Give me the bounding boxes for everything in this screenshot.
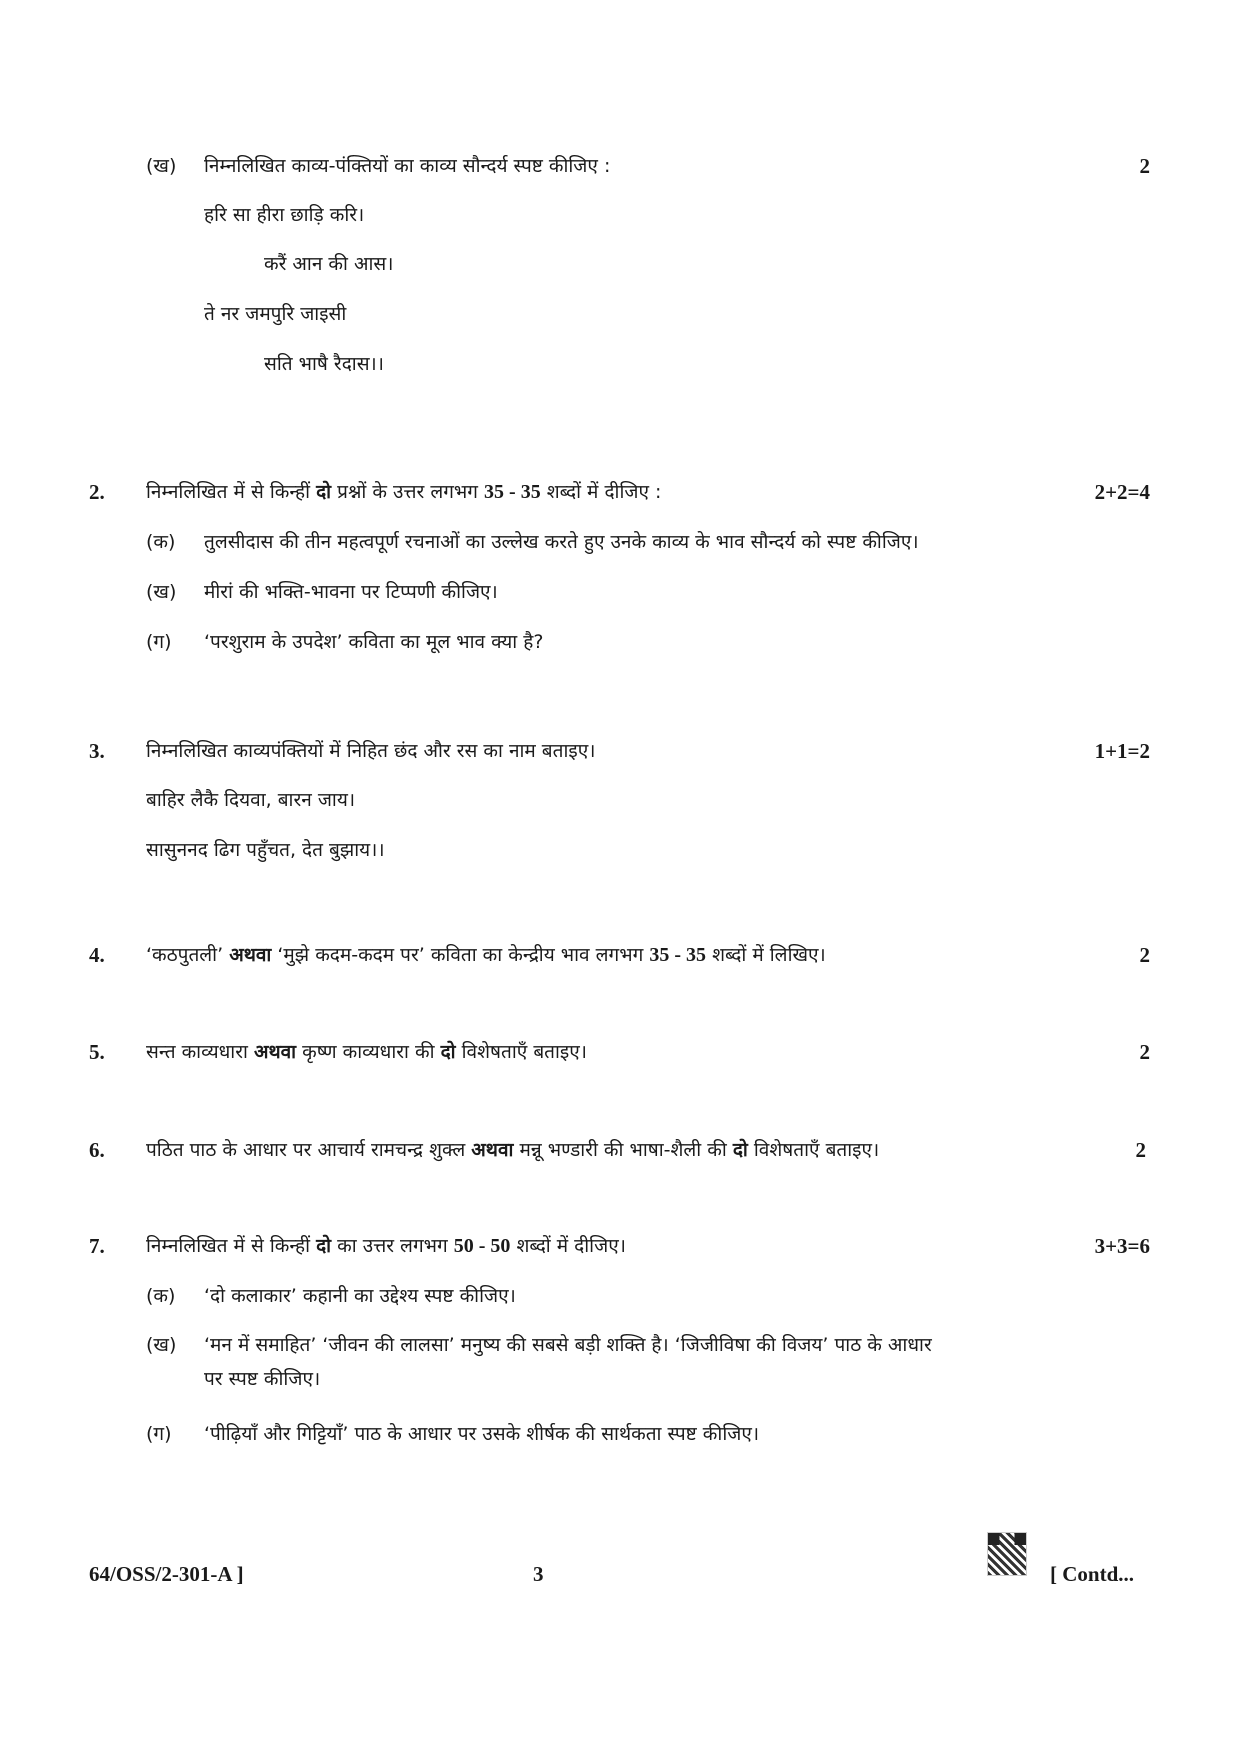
q7-sub-ga	[146, 1420, 759, 1448]
sub-label: (ख)	[146, 1334, 177, 1356]
question-text: ‘पीढ़ियाँ और गिट्टियाँ’ पाठ के आधार पर उसके शीर्षक की सार्थकता स्पष्ट कीजिए।	[204, 1423, 760, 1445]
text: निम्नलिखित में से किन्हीं	[146, 481, 311, 503]
q7-sub-kha-cont: पर स्पष्ट कीजिए।	[204, 1368, 321, 1390]
q4-marks: 2	[1139, 943, 1150, 967]
q5-marks: 2	[1139, 1040, 1150, 1064]
text: सन्त काव्यधारा	[146, 1041, 248, 1063]
q5-text	[146, 1038, 587, 1066]
q2-marks: 2+2=4	[1094, 480, 1150, 504]
q7-text	[146, 1232, 626, 1260]
emphasis: अथवा	[253, 1041, 297, 1063]
q7-sub-kha	[146, 1331, 932, 1359]
q7-sub-ka	[146, 1282, 516, 1310]
text: विशेषताएँ बताइए।	[461, 1041, 587, 1063]
text: पठित पाठ के आधार पर आचार्य रामचन्द्र शुक्ल	[146, 1139, 466, 1161]
sub-label: (ख)	[146, 155, 177, 177]
continued-label: [ Contd...	[1050, 1562, 1135, 1586]
q2-text	[146, 478, 661, 506]
word-count: 35 - 35	[649, 944, 707, 966]
text: शब्दों में दीजिए।	[516, 1235, 626, 1257]
question-number: 2.	[89, 480, 105, 504]
verse-line: हरि सा हीरा छाड़ि करि।	[204, 204, 365, 226]
text: विशेषताएँ बताइए।	[753, 1139, 880, 1161]
sub-label: (ग)	[146, 631, 172, 653]
page-number: 3	[533, 1562, 544, 1586]
question-number: 6.	[89, 1138, 105, 1162]
text: निम्नलिखित में से किन्हीं	[146, 1235, 311, 1257]
question-text: ‘परशुराम के उपदेश’ कविता का मूल भाव क्या है?	[204, 631, 544, 653]
verse-line: सासुननद ढिग पहुँचत, देत बुझाय।।	[146, 839, 385, 861]
sub-label: (क)	[146, 531, 176, 553]
verse-line: सति भाषै रैदास।।	[264, 353, 384, 375]
q1-sub-kha	[146, 152, 610, 180]
text: ‘मुझे कदम-कदम पर’ कविता का केन्द्रीय भाव लगभग	[277, 944, 644, 966]
emphasis: दो	[316, 1235, 332, 1257]
text: शब्दों में दीजिए :	[546, 481, 662, 503]
question-number: 7.	[89, 1234, 105, 1258]
q6-text	[146, 1136, 879, 1164]
text: ‘कठपुतली’	[146, 944, 224, 966]
emphasis: अथवा	[471, 1139, 514, 1161]
q4-text	[146, 941, 826, 969]
text: शब्दों में लिखिए।	[712, 944, 826, 966]
emphasis: अथवा	[229, 944, 272, 966]
question-text: मीरां की भक्ति-भावना पर टिप्पणी कीजिए।	[204, 581, 498, 603]
verse-line: ते नर जमपुरि जाइसी	[204, 303, 347, 325]
q2-sub-kha	[146, 578, 498, 606]
emphasis: दो	[316, 481, 332, 503]
question-text: निम्नलिखित काव्य-पंक्तियों का काव्य सौन्दर्य स्पष्ट कीजिए :	[204, 155, 611, 177]
q7-marks: 3+3=6	[1094, 1234, 1150, 1258]
q6-marks: 2	[1135, 1138, 1146, 1162]
q2-sub-ga	[146, 628, 543, 656]
text: का उत्तर लगभग	[337, 1235, 448, 1257]
question-text: तुलसीदास की तीन महत्वपूर्ण रचनाओं का उल्लेख करते हुए उनके काव्य के भाव सौन्दर्य को स्पष्ट कीजिए।	[204, 531, 919, 553]
question-number: 5.	[89, 1040, 105, 1064]
verse-line: करैं आन की आस।	[264, 253, 394, 275]
qr-code-icon	[987, 1532, 1027, 1576]
verse-line: बाहिर लैकै दियवा, बारन जाय।	[146, 789, 356, 811]
text: प्रश्नों के उत्तर लगभग	[337, 481, 478, 503]
sub-label: (ग)	[146, 1423, 172, 1445]
sub-label: (क)	[146, 1285, 176, 1307]
question-number: 3.	[89, 739, 105, 763]
question-text: ‘दो कलाकार’ कहानी का उद्देश्य स्पष्ट कीजिए।	[204, 1285, 516, 1307]
question-text: ‘मन में समाहित’ ‘जीवन की लालसा’ मनुष्य की सबसे बड़ी शक्ति है। ‘जिजीविषा की विजय’ पाठ के आधार	[204, 1334, 932, 1356]
q3-text: निम्नलिखित काव्यपंक्तियों में निहित छंद और रस का नाम बताइए।	[146, 740, 596, 762]
text: कृष्ण काव्यधारा की	[302, 1041, 435, 1063]
emphasis: दो	[440, 1041, 456, 1063]
word-count: 35 - 35	[484, 481, 541, 503]
q1-marks: 2	[1139, 154, 1150, 178]
emphasis: दो	[732, 1139, 748, 1161]
question-number: 4.	[89, 943, 105, 967]
word-count: 50 - 50	[453, 1235, 511, 1257]
paper-code: 64/OSS/2-301-A ]	[89, 1562, 244, 1586]
q3-marks: 1+1=2	[1094, 739, 1150, 763]
text: मन्नू भण्डारी की भाषा-शैली की	[519, 1139, 727, 1161]
q2-sub-ka	[146, 528, 919, 556]
sub-label: (ख)	[146, 581, 177, 603]
